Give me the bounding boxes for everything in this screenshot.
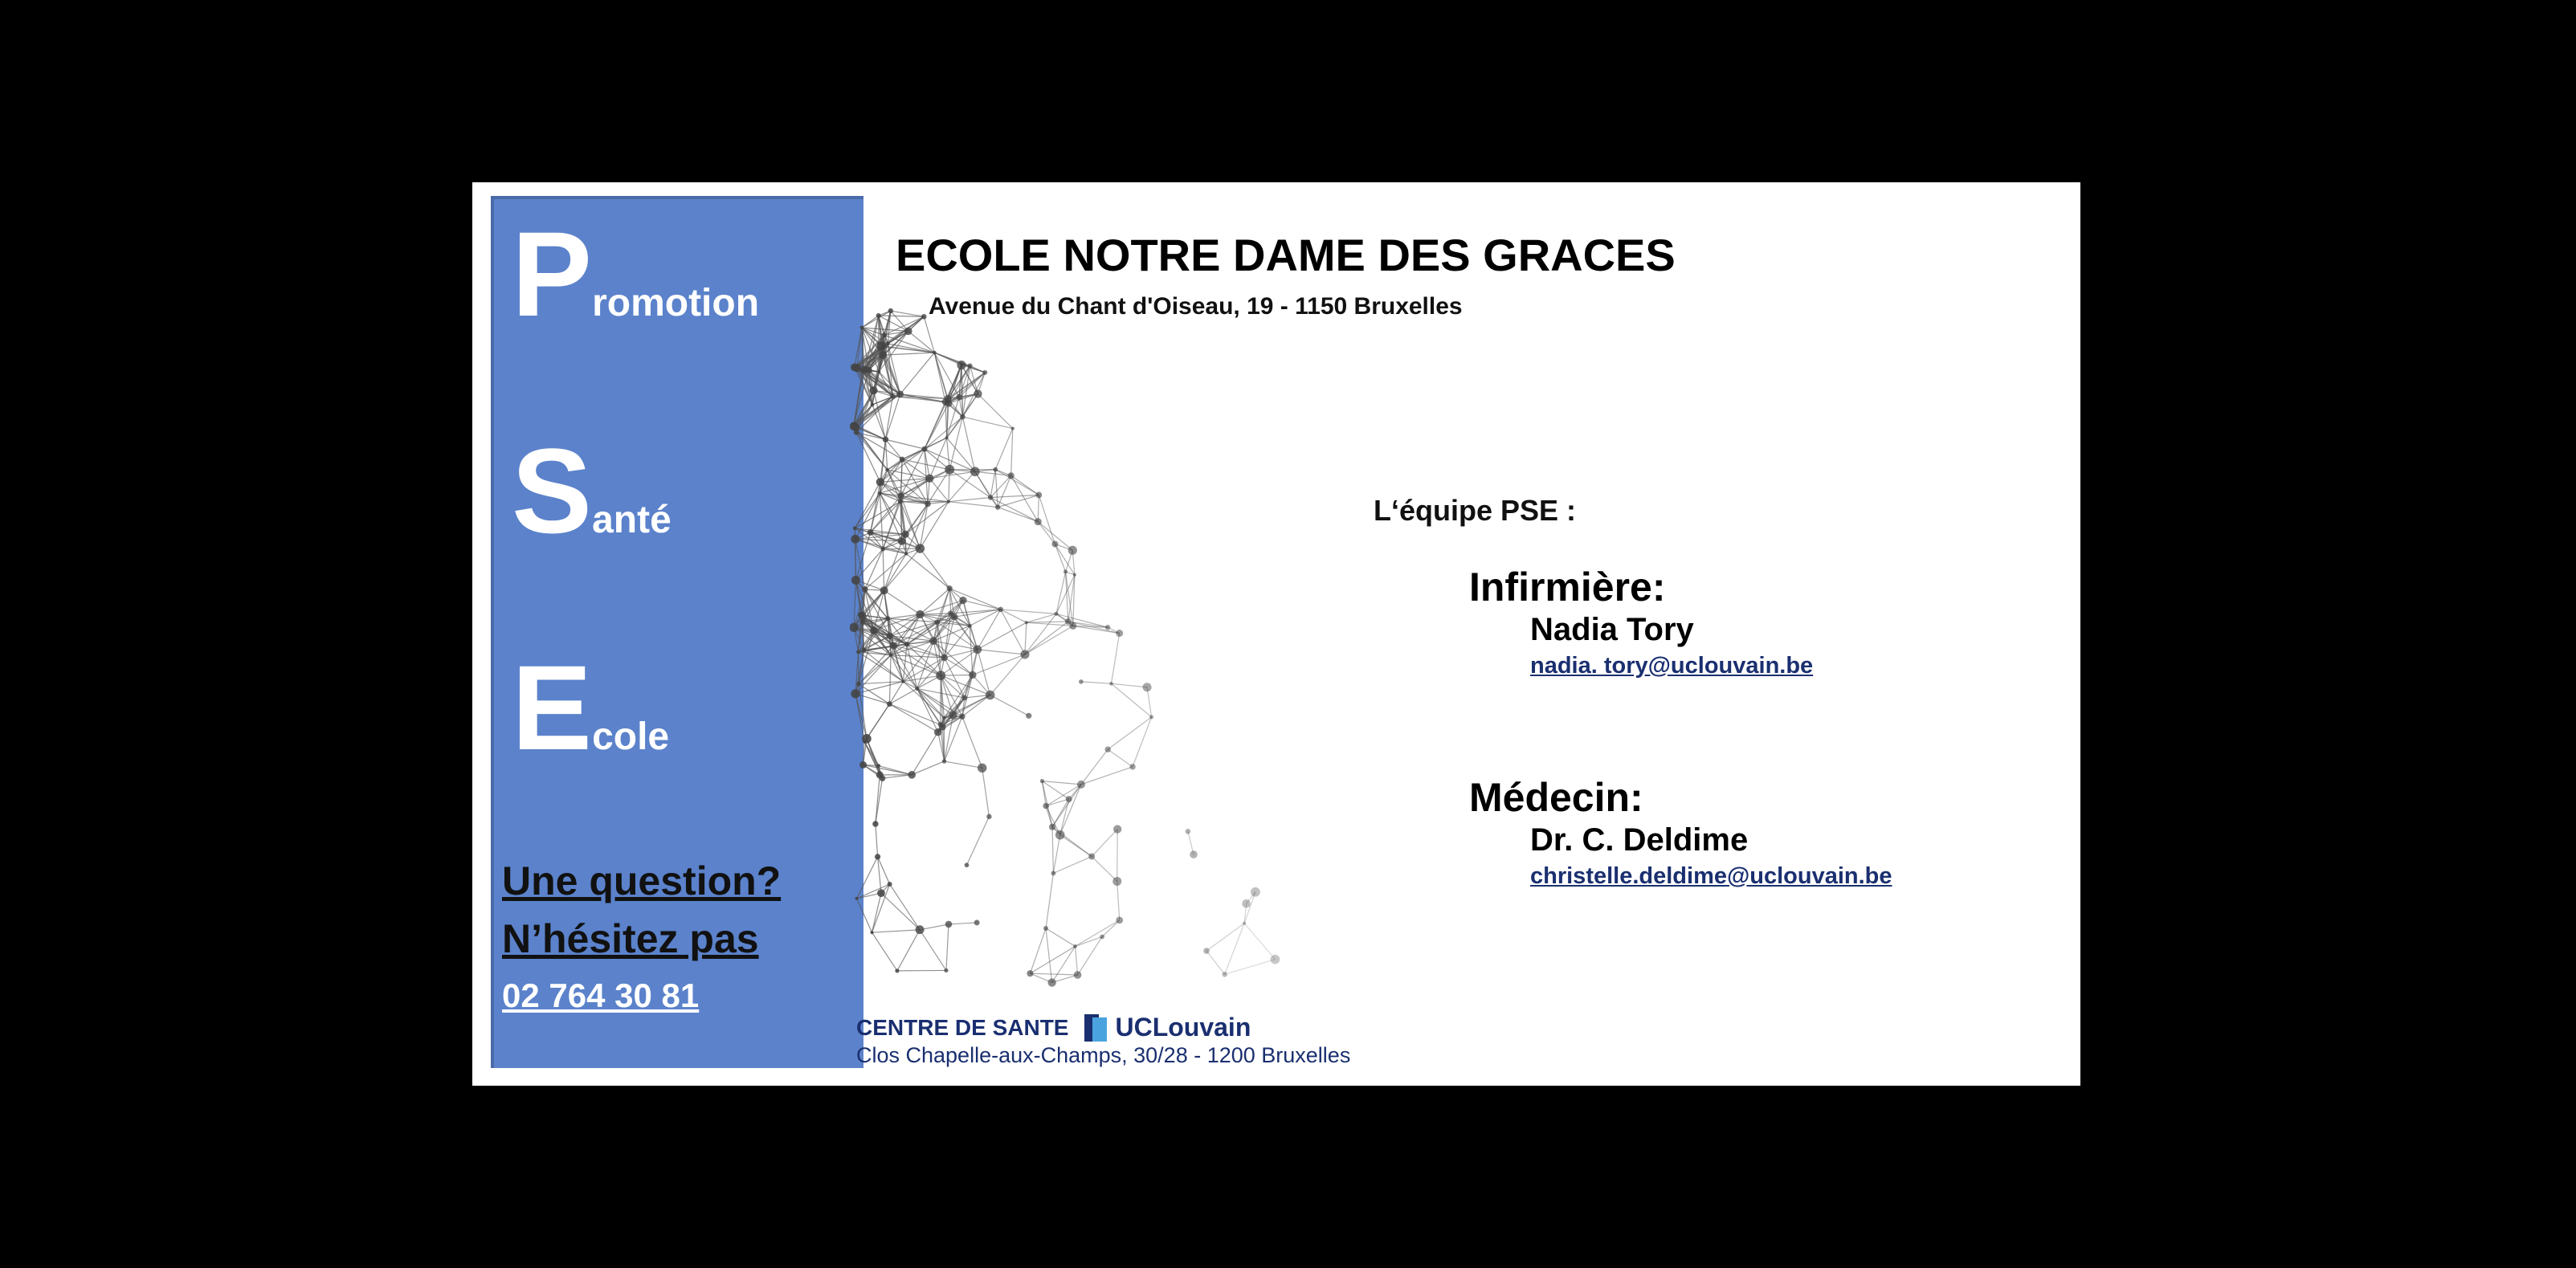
network-node [1049, 824, 1055, 830]
network-node [1242, 899, 1251, 908]
network-node [1043, 926, 1048, 931]
network-edge [1206, 951, 1225, 974]
network-edge [978, 650, 1025, 654]
network-node [960, 414, 965, 420]
network-node [960, 362, 963, 365]
network-node [965, 862, 970, 867]
network-edge [1244, 923, 1275, 960]
network-node [925, 501, 931, 508]
network-node [1051, 871, 1055, 876]
network-node [877, 370, 880, 373]
network-node [956, 394, 962, 401]
network-node [877, 889, 885, 897]
network-node [862, 734, 872, 744]
network-node [1066, 796, 1072, 802]
network-node [1129, 764, 1135, 769]
network-node [1054, 612, 1058, 616]
network-node [988, 495, 993, 499]
acronym-word-sante: anté [592, 499, 672, 541]
network-node [1051, 540, 1058, 547]
network-node [1243, 922, 1246, 925]
network-edge [874, 390, 886, 439]
network-edge [885, 439, 887, 470]
network-edge [1046, 928, 1075, 946]
network-edge [1081, 749, 1108, 785]
network-node [885, 468, 889, 472]
network-node [1203, 948, 1210, 954]
network-node [1008, 472, 1014, 479]
network-node [908, 771, 916, 779]
network-node [915, 687, 919, 691]
network-node [993, 467, 998, 472]
network-node [860, 326, 864, 330]
network-edge [857, 857, 878, 899]
network-node [1020, 650, 1029, 658]
network-edge [883, 548, 920, 549]
network-edge [1046, 806, 1060, 835]
network-node [1035, 518, 1042, 525]
network-node [945, 921, 953, 928]
network-edge [1111, 683, 1147, 687]
network-node [934, 619, 940, 625]
network-node [1186, 829, 1191, 834]
doctor-role: Médecin: [1469, 775, 1643, 820]
network-edge [934, 353, 945, 402]
network-node [982, 370, 987, 375]
network-node [888, 882, 892, 887]
network-edge [879, 766, 912, 775]
flyer [472, 182, 2080, 1086]
network-node [948, 611, 953, 617]
network-node [875, 854, 880, 859]
network-node [853, 526, 857, 530]
network-edge [1052, 827, 1053, 874]
network-edge [934, 353, 961, 364]
network-edge [1053, 857, 1092, 874]
network-node [898, 499, 903, 504]
network-edge [900, 353, 935, 394]
network-node [941, 654, 948, 662]
network-node [871, 403, 875, 407]
network-node [1251, 887, 1260, 897]
network-node [856, 682, 860, 686]
network-node [890, 393, 895, 398]
network-edge [934, 353, 959, 397]
network-node [986, 691, 995, 700]
network-node [872, 821, 878, 826]
network-edge [883, 549, 884, 591]
network-node [898, 537, 906, 545]
acronym-letter-p: P [512, 206, 593, 341]
network-node [880, 775, 886, 781]
network-node [876, 764, 880, 768]
network-edge [1042, 781, 1068, 799]
doctor-name: Dr. C. Deldime [1530, 822, 1749, 858]
network-edge [881, 893, 920, 930]
network-node [879, 351, 887, 359]
footer-center-name: CENTRE DE SANTE [856, 1014, 1069, 1040]
network-node [1271, 955, 1280, 964]
network-node [870, 626, 877, 634]
network-edge [872, 893, 881, 932]
network-node [850, 623, 859, 632]
network-node [959, 714, 965, 720]
network-edge [978, 393, 1012, 428]
network-node [942, 398, 949, 406]
network-node [858, 611, 866, 619]
network-edge [1025, 622, 1027, 654]
network-edge [924, 316, 934, 353]
network-node [887, 701, 892, 707]
network-edge [1011, 429, 1013, 476]
network-edge [1038, 495, 1039, 521]
network-edge [890, 884, 920, 930]
network-node [969, 671, 976, 679]
network-node [900, 457, 905, 463]
network-edge [945, 761, 982, 768]
network-edge [917, 688, 941, 724]
network-node [897, 492, 904, 499]
network-edge [1060, 785, 1081, 835]
network-node [933, 351, 937, 355]
network-node [944, 968, 948, 972]
network-edge [1081, 682, 1112, 683]
network-edge [872, 932, 897, 971]
network-edge [889, 655, 891, 704]
network-node [1113, 825, 1121, 833]
network-edge [1081, 767, 1133, 785]
network-node [970, 467, 980, 476]
acronym-word-promotion: romotion [592, 282, 760, 324]
network-node [876, 313, 881, 318]
network-edge [962, 716, 982, 768]
network-node [934, 728, 942, 736]
uclouvain-logo-text: UCLouvain [1115, 1013, 1251, 1042]
school-title: ECOLE NOTRE DAME DES GRACES [896, 230, 1676, 280]
network-edge [949, 502, 998, 508]
network-edge [1108, 749, 1133, 767]
question-text: Une question? [502, 858, 782, 903]
network-node [859, 761, 867, 769]
network-node [1068, 546, 1077, 555]
network-node [1065, 618, 1072, 625]
network-node [998, 607, 1003, 613]
network-edge [949, 498, 990, 502]
network-edge [1117, 881, 1120, 919]
network-node [1026, 713, 1031, 719]
network-edge [876, 824, 878, 857]
network-node [1079, 679, 1084, 684]
school-address: Avenue du Chant d'Oiseau, 19 - 1150 Bruxelles [929, 293, 1463, 320]
network-edge [925, 402, 945, 449]
network-node [880, 586, 888, 594]
network-edge [998, 508, 1038, 522]
network-node [947, 500, 950, 504]
network-node [904, 552, 908, 555]
network-node [885, 616, 890, 621]
network-node [878, 491, 882, 495]
network-edge [912, 761, 944, 775]
network-edge [920, 930, 946, 971]
network-node [887, 633, 893, 639]
network-node [860, 619, 866, 625]
network-node [961, 695, 967, 700]
network-node [1040, 779, 1044, 783]
network-node [901, 531, 908, 538]
footer-center [856, 1013, 1251, 1042]
network-node [938, 722, 943, 727]
network-node [856, 650, 860, 654]
network-node [1035, 491, 1042, 498]
network-graphic [850, 303, 1380, 1009]
network-node [861, 369, 864, 373]
network-node [1116, 916, 1123, 923]
network-edge [872, 930, 921, 932]
network-edge [855, 655, 891, 694]
network-node [959, 597, 966, 604]
network-node [888, 308, 893, 313]
network-edge [1038, 522, 1055, 544]
network-node [921, 314, 927, 320]
network-node [1063, 569, 1068, 573]
sidebar-panel [491, 196, 863, 1068]
network-node [876, 478, 884, 486]
network-edge [1053, 835, 1059, 874]
network-node [901, 680, 904, 683]
network-edge [1076, 920, 1120, 947]
network-node [1149, 715, 1153, 719]
network-edge [1056, 572, 1066, 614]
network-edge [883, 501, 900, 548]
network-node [1074, 971, 1082, 979]
acronym-letter-s: S [512, 423, 593, 558]
network-node [1105, 625, 1110, 630]
network-node [1073, 573, 1076, 577]
acronym-letter-e: E [512, 640, 593, 775]
network-node [1100, 935, 1104, 940]
nurse-email-link[interactable]: nadia. tory@uclouvain.be [1530, 653, 1814, 679]
network-node [1027, 970, 1033, 976]
network-node [861, 648, 866, 653]
network-edge [903, 644, 907, 681]
network-edge [1001, 610, 1025, 654]
network-edge [912, 732, 938, 775]
network-edge [907, 644, 941, 675]
network-node [925, 475, 933, 483]
network-edge [946, 924, 949, 971]
nurse-role: Infirmière: [1469, 565, 1666, 610]
network-edge [995, 470, 1039, 495]
network-edge [945, 716, 962, 761]
network-edge [884, 590, 921, 614]
network-node [936, 671, 945, 680]
network-node [942, 716, 945, 720]
network-edge [1225, 960, 1276, 975]
network-node [945, 436, 949, 439]
network-node [973, 645, 982, 654]
network-node [882, 332, 887, 337]
network-edge [995, 429, 1013, 470]
network-node [916, 610, 924, 618]
network-edge [929, 479, 949, 502]
network-node [865, 367, 872, 374]
network-node [916, 544, 925, 553]
network-edge [995, 470, 998, 508]
network-node [978, 764, 986, 773]
network-edge [949, 923, 977, 924]
uclouvain-logo [1084, 1013, 1251, 1042]
network-edge [857, 899, 872, 932]
network-node [851, 576, 860, 585]
network-node [904, 642, 909, 646]
network-node [1109, 682, 1113, 686]
network-edge [885, 439, 924, 449]
network-node [968, 624, 972, 628]
network-node [904, 328, 912, 336]
network-edge [1046, 873, 1053, 928]
network-node [1104, 747, 1110, 752]
network-node [974, 389, 982, 398]
network-edge [990, 695, 1029, 716]
network-node [1077, 781, 1085, 789]
network-node [1143, 683, 1152, 691]
network-node [870, 931, 873, 934]
network-node [883, 437, 888, 442]
network-edge [1039, 495, 1055, 544]
network-edge [1025, 626, 1073, 654]
network-node [1222, 972, 1227, 977]
network-edge [889, 704, 940, 725]
team-heading: L‘équipe PSE : [1374, 494, 1577, 527]
network-edge [973, 654, 1025, 675]
footer-address: Clos Chapelle-aux-Champs, 30/28 - 1200 Bruxelles [856, 1043, 1351, 1067]
network-node [986, 814, 991, 819]
network-edge [1030, 946, 1075, 973]
network-node [945, 465, 954, 475]
network-node [995, 504, 1000, 509]
network-edge [982, 768, 990, 817]
network-edge [1030, 973, 1077, 975]
network-edge [1147, 687, 1152, 717]
network-node [850, 422, 858, 430]
network-edge [859, 684, 889, 704]
network-node [880, 547, 884, 551]
network-edge [1030, 928, 1046, 973]
network-edge [941, 675, 990, 695]
network-edge [962, 417, 974, 471]
network-node [1047, 978, 1055, 986]
network-node [942, 759, 946, 763]
network-node [1112, 877, 1121, 886]
network-edge [1111, 634, 1119, 684]
network-edge [1076, 946, 1078, 975]
network-node [896, 390, 904, 398]
network-edge [865, 549, 883, 589]
doctor-email-link[interactable]: christelle.deldime@uclouvain.be [1530, 863, 1892, 889]
network-edge [867, 704, 889, 739]
acronym-ecole [512, 640, 670, 775]
network-node [853, 364, 861, 372]
acronym-sante [512, 423, 672, 558]
network-edge [917, 688, 953, 715]
network-node [929, 637, 937, 645]
network-node [868, 529, 874, 536]
network-edge [990, 654, 1025, 695]
network-node [1043, 803, 1049, 809]
phone-link[interactable]: 02 764 30 81 [502, 976, 700, 1014]
network-node [921, 446, 927, 452]
network-node [886, 342, 890, 346]
network-edge [884, 548, 921, 590]
nurse-name: Nadia Tory [1530, 612, 1694, 647]
network-node [862, 586, 868, 593]
network-edge [859, 655, 891, 684]
uclouvain-logo-icon [1084, 1014, 1108, 1042]
network-node [916, 925, 925, 934]
network-node [855, 897, 859, 900]
network-edge [855, 539, 856, 580]
network-edge [897, 930, 920, 971]
acronym-promotion [512, 206, 760, 341]
network-node [851, 535, 859, 544]
network-node [974, 919, 980, 925]
network-node [1190, 850, 1198, 858]
network-node [851, 689, 859, 698]
network-node [870, 386, 878, 394]
network-node [1088, 854, 1095, 860]
network-node [1073, 944, 1077, 948]
network-node [1055, 830, 1065, 840]
network-node [895, 968, 899, 972]
network-node [876, 341, 886, 351]
hesitate-text: N’hésitez pas [502, 916, 759, 961]
network-node [1116, 630, 1123, 637]
network-edge [966, 817, 989, 865]
network-edge [949, 471, 975, 501]
network-edge [1027, 614, 1056, 622]
network-edge [933, 589, 949, 641]
network-node [1011, 426, 1014, 430]
acronym-word-ecole: cole [592, 716, 670, 758]
network-node [1025, 621, 1028, 624]
network-node [889, 653, 893, 657]
network-node [968, 363, 973, 368]
network-edge [1042, 781, 1081, 785]
network-edge [962, 417, 1012, 428]
network-edge [1092, 830, 1117, 857]
network-edge [1092, 857, 1117, 882]
network-node [890, 642, 897, 649]
network-node [947, 585, 953, 591]
network-node [949, 711, 957, 720]
